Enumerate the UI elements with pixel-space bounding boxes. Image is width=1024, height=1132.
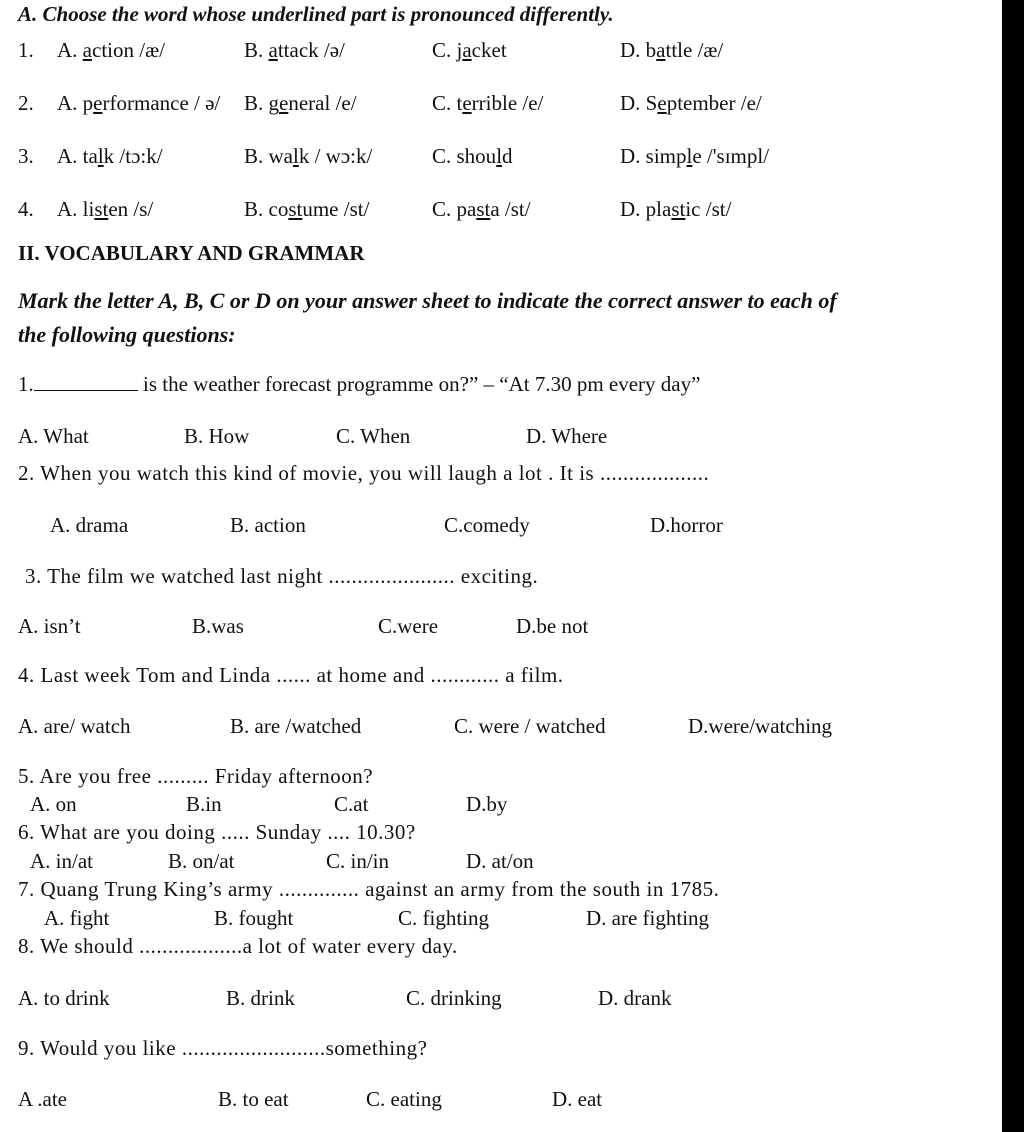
- q1-option-d: D. Where: [526, 424, 608, 448]
- q9-option-d: D. eat: [552, 1087, 603, 1111]
- q1-option-a: A. What: [18, 424, 89, 448]
- q2-option-c: C.comedy: [444, 513, 530, 537]
- q3-option-c: C.were: [378, 614, 439, 638]
- option-c: [432, 144, 513, 168]
- option-suffix: rrible /e/: [471, 91, 544, 115]
- q8-option-a: A. to drink: [18, 986, 110, 1010]
- option-prefix: B.: [244, 38, 269, 62]
- option-a: [57, 144, 163, 168]
- q4-option-a: A. are/ watch: [18, 714, 131, 738]
- q4-option-c: C. were / watched: [454, 714, 606, 738]
- q5-option-b: B.in: [186, 792, 222, 816]
- underlined-part: e: [657, 91, 667, 115]
- option-suffix: ume /st/: [302, 197, 370, 221]
- option-suffix: ttle /æ/: [665, 38, 724, 62]
- option-prefix: A. ta: [57, 144, 98, 168]
- option-prefix: D. pla: [620, 197, 672, 221]
- instruction-line-1: Mark the letter A, B, C or D on your answer sheet to indicate the correct answer to each of: [18, 288, 837, 313]
- option-b: [244, 38, 345, 62]
- underlined-part: l: [97, 144, 104, 168]
- option-d: [620, 91, 762, 115]
- underlined-part: st: [476, 197, 491, 221]
- question-number: 1.: [18, 38, 34, 62]
- question-number: 2.: [18, 91, 34, 115]
- option-d: [620, 144, 769, 168]
- option-suffix: ttack /ə/: [277, 38, 345, 62]
- option-suffix: rformance / ə/: [102, 91, 221, 115]
- option-b: [244, 91, 357, 115]
- section-a-heading: A. Choose the word whose underlined part is pronounced differently.: [18, 2, 614, 26]
- q2-option-d: D.horror: [650, 513, 723, 537]
- option-prefix: A.: [57, 38, 83, 62]
- option-d: [620, 38, 723, 62]
- q7-option-a: A. fight: [44, 906, 110, 930]
- q6-option-d: D. at/on: [466, 849, 534, 873]
- option-prefix: C. j: [432, 38, 463, 62]
- option-c: [432, 197, 531, 221]
- option-prefix: D. simp: [620, 144, 687, 168]
- question-number: 3.: [18, 144, 34, 168]
- q9-option-c: C. eating: [366, 1087, 442, 1111]
- option-c: [432, 38, 507, 62]
- q1-option-c: C. When: [336, 424, 411, 448]
- q1-option-b: B. How: [184, 424, 250, 448]
- question-6-stem: 6. What are you doing ..... Sunday .... 10.30?: [18, 820, 416, 844]
- section-ii-heading: II. VOCABULARY AND GRAMMAR: [18, 241, 365, 265]
- option-prefix: D. S: [620, 91, 658, 115]
- q3-option-b: B.was: [192, 614, 244, 638]
- question-1-text: is the weather forecast programme on?” – “At 7.30 pm every day”: [137, 372, 701, 396]
- q8-option-b: B. drink: [226, 986, 295, 1010]
- option-suffix: d: [502, 144, 513, 168]
- question-9-stem: 9. Would you like .........................something?: [18, 1036, 428, 1060]
- underlined-part: a: [656, 38, 666, 62]
- option-a: [57, 91, 220, 115]
- option-suffix: k / wɔ:k/: [298, 144, 373, 168]
- instruction-line-2: the following questions:: [18, 322, 236, 347]
- q2-option-b: B. action: [230, 513, 306, 537]
- question-2-stem: 2. When you watch this kind of movie, you will laugh a lot . It is ...................: [18, 461, 710, 485]
- q8-option-c: C. drinking: [406, 986, 502, 1010]
- option-prefix: B. wa: [244, 144, 293, 168]
- q9-option-a: A .ate: [18, 1087, 67, 1111]
- q7-option-c: C. fighting: [398, 906, 490, 930]
- underlined-part: a: [462, 38, 472, 62]
- underlined-part: st: [288, 197, 303, 221]
- q3-option-d: D.be not: [516, 614, 589, 638]
- underlined-part: l: [686, 144, 693, 168]
- question-7-stem: 7. Quang Trung King’s army .............. against an army from the south in 1785.: [18, 877, 720, 901]
- option-b: [244, 197, 369, 221]
- option-prefix: A. li: [57, 197, 95, 221]
- option-suffix: a /st/: [490, 197, 531, 221]
- question-4-stem: 4. Last week Tom and Linda ...... at home and ............ a film.: [18, 663, 564, 687]
- option-prefix: C. pa: [432, 197, 477, 221]
- option-suffix: e /'sɪmpl/: [692, 144, 770, 168]
- underlined-part: l: [293, 144, 299, 168]
- underlined-part: a: [268, 38, 278, 62]
- q4-option-b: B. are /watched: [230, 714, 362, 738]
- q9-option-b: B. to eat: [218, 1087, 289, 1111]
- underlined-part: a: [82, 38, 92, 62]
- option-suffix: ction /æ/: [92, 38, 165, 62]
- question-3-stem: 3. The film we watched last night ...................... exciting.: [25, 564, 539, 588]
- q4-option-d: D.were/watching: [688, 714, 833, 738]
- question-1-number: 1.: [18, 372, 34, 396]
- option-prefix: C. shou: [432, 144, 497, 168]
- option-prefix: D. b: [620, 38, 657, 62]
- q5-option-a: A. on: [30, 792, 77, 816]
- underlined-part: st: [671, 197, 686, 221]
- option-prefix: A. p: [57, 91, 94, 115]
- option-prefix: B. co: [244, 197, 289, 221]
- underlined-part: l: [496, 144, 503, 168]
- option-suffix: en /s/: [108, 197, 154, 221]
- option-suffix: k /tɔ:k/: [103, 144, 163, 168]
- option-c: [432, 91, 543, 115]
- q5-option-c: C.at: [334, 792, 369, 816]
- q7-option-b: B. fought: [214, 906, 294, 930]
- option-suffix: ptember /e/: [666, 91, 762, 115]
- option-suffix: cket: [471, 38, 507, 62]
- question-8-stem: 8. We should ..................a lot of water every day.: [18, 934, 458, 958]
- option-d: [620, 197, 731, 221]
- q6-option-a: A. in/at: [30, 849, 93, 873]
- question-number: 4.: [18, 197, 34, 221]
- question-5-stem: 5. Are you free ......... Friday afternoon?: [18, 764, 374, 788]
- q5-option-d: D.by: [466, 792, 508, 816]
- option-b: [244, 144, 372, 168]
- q6-option-b: B. on/at: [168, 849, 235, 873]
- option-suffix: ic /st/: [685, 197, 732, 221]
- underlined-part: e: [462, 91, 472, 115]
- underlined-part: st: [94, 197, 109, 221]
- right-edge-bar: [1002, 0, 1024, 1132]
- q2-option-a: A. drama: [50, 513, 129, 537]
- option-a: [57, 38, 165, 62]
- option-a: [57, 197, 153, 221]
- question-1-stem: [18, 372, 700, 396]
- underlined-part: e: [279, 91, 289, 115]
- option-suffix: neral /e/: [288, 91, 357, 115]
- q6-option-c: C. in/in: [326, 849, 390, 873]
- q7-option-d: D. are fighting: [586, 906, 710, 930]
- underlined-part: e: [93, 91, 103, 115]
- option-prefix: B. g: [244, 91, 280, 115]
- q3-option-a: A. isn’t: [18, 614, 81, 638]
- answer-blank: [34, 372, 138, 391]
- q8-option-d: D. drank: [598, 986, 672, 1010]
- option-prefix: C. t: [432, 91, 463, 115]
